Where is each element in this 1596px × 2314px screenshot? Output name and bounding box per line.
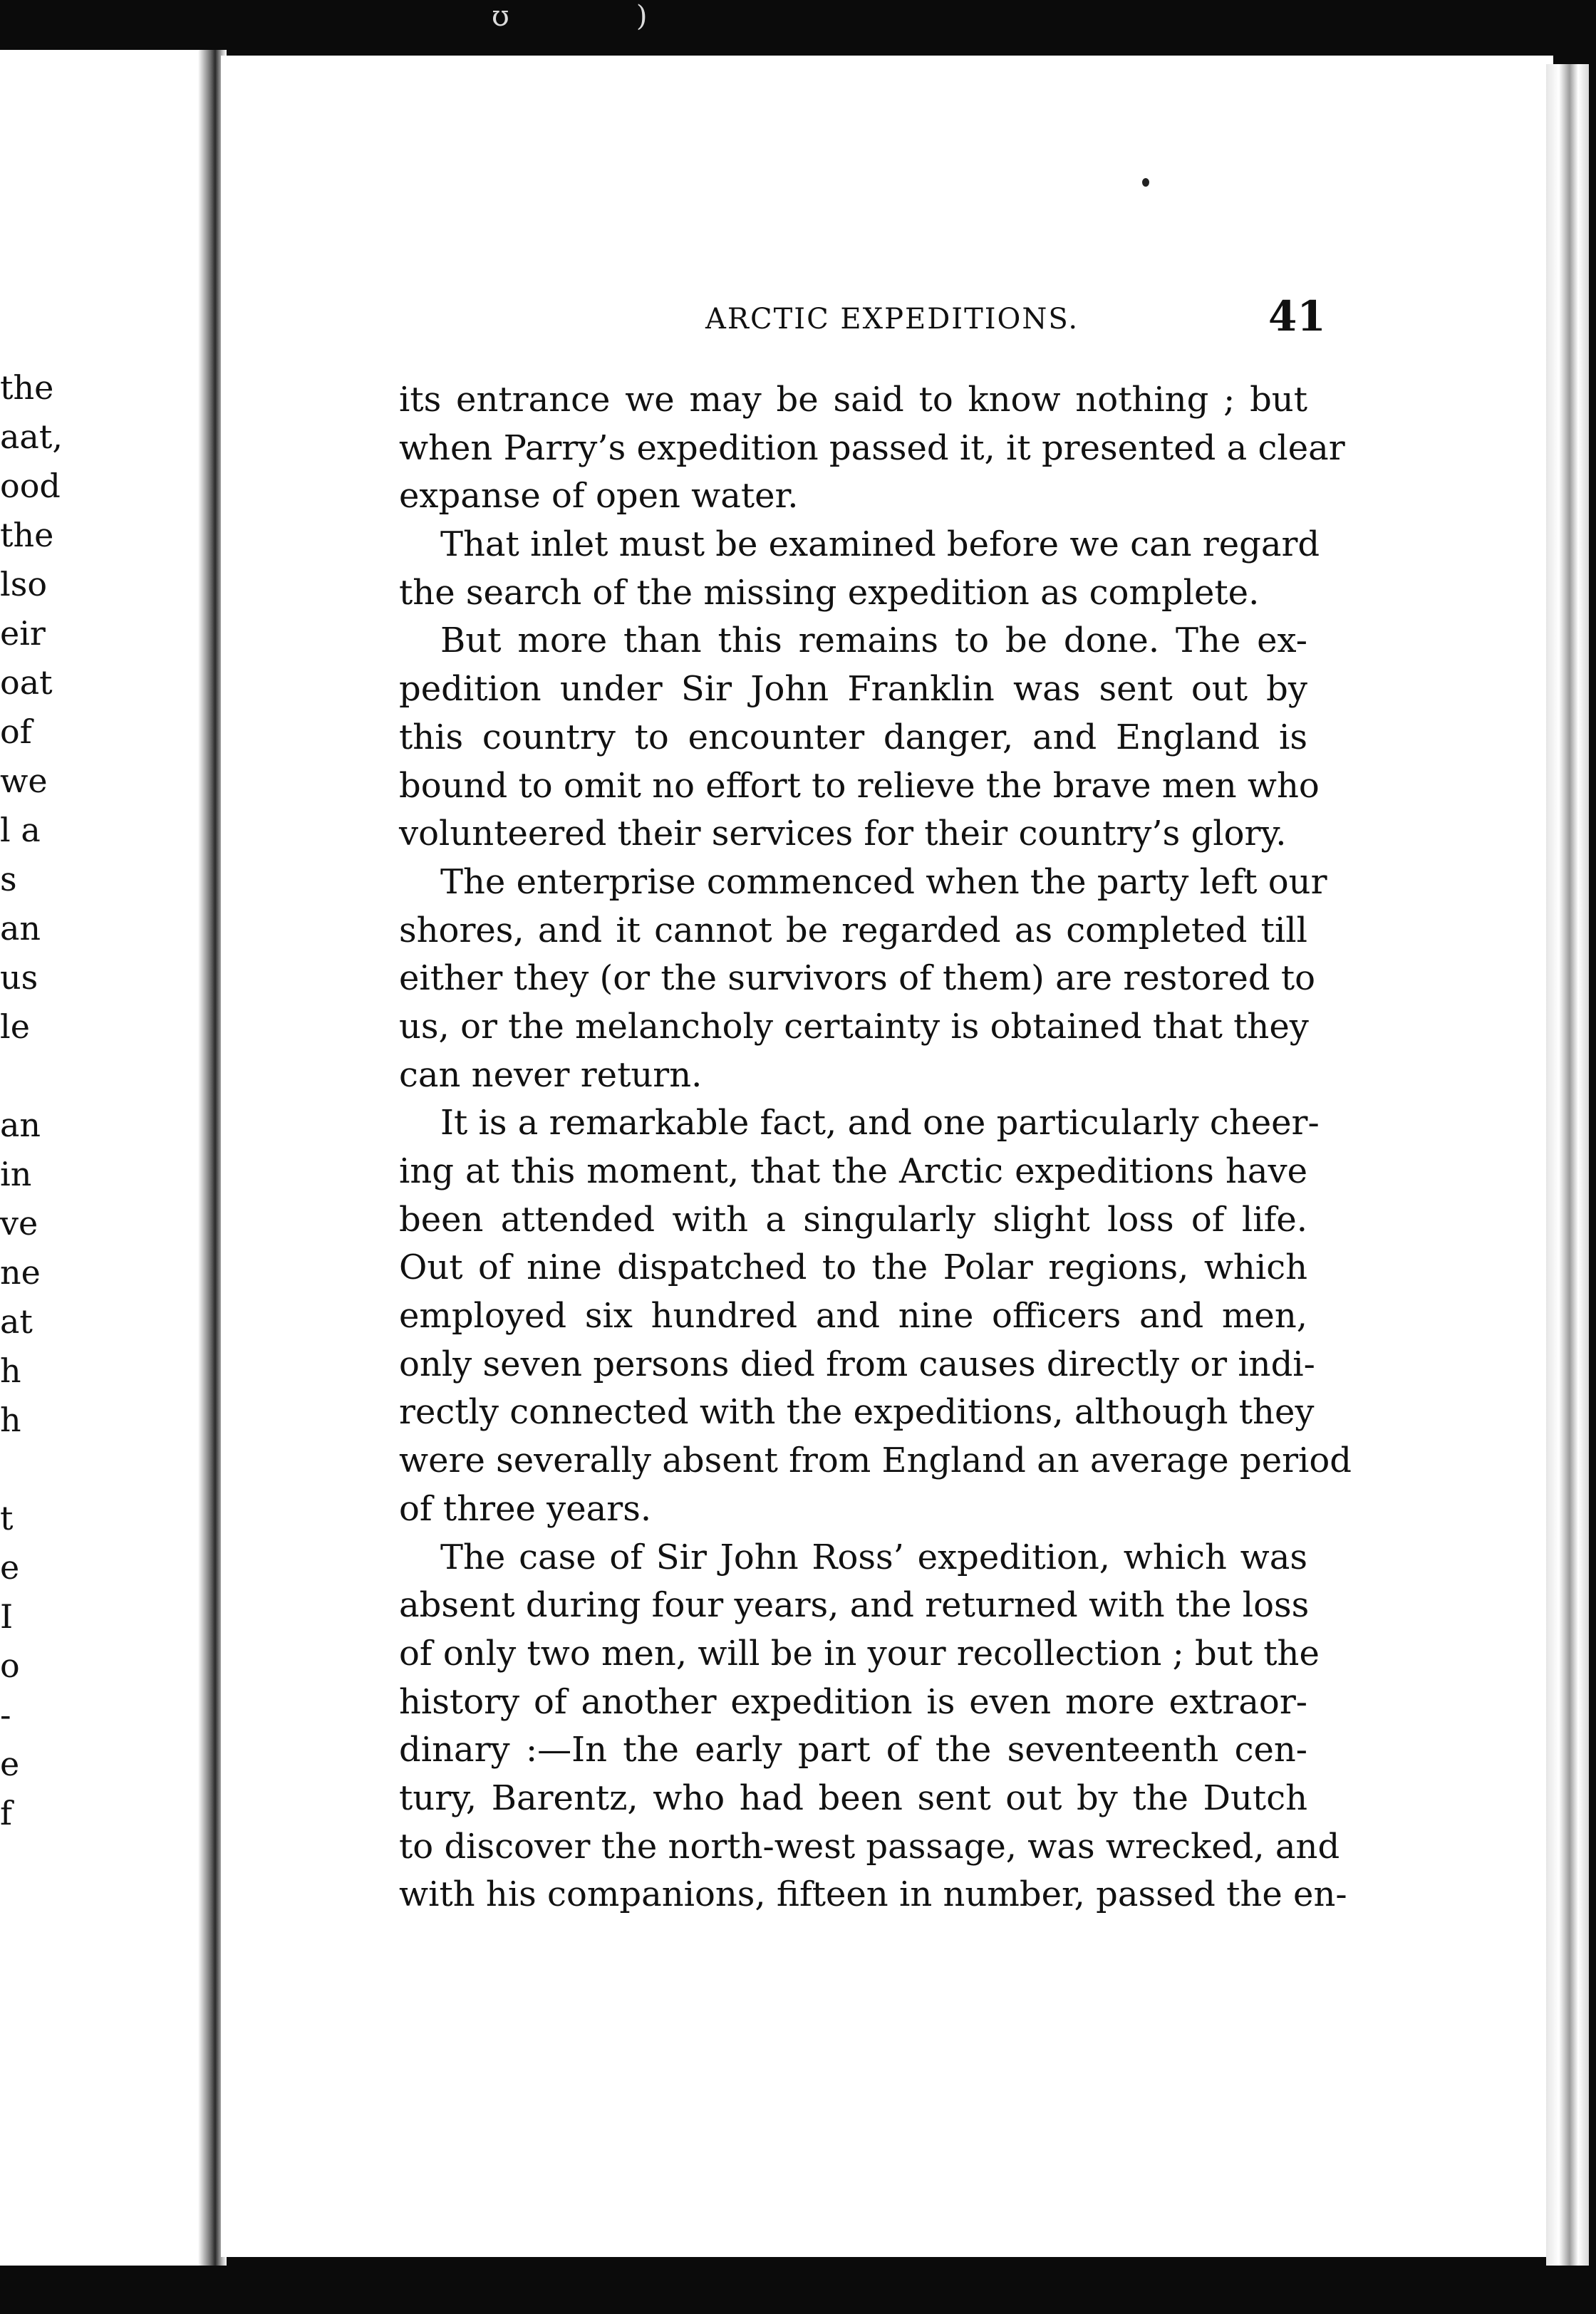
text-line: It is a remarkable fact, and one particularly cheer- <box>440 1103 1320 1143</box>
margin-fragment: l a <box>0 811 41 849</box>
text-line: shores, and it cannot be regarded as completed till <box>399 910 1307 950</box>
margin-fragment: aat, <box>0 417 63 456</box>
text-line: ing at this moment, that the Arctic expeditions have <box>399 1151 1307 1191</box>
text-line: expanse of open water. <box>399 476 799 517</box>
margin-fragment: e <box>0 1548 20 1587</box>
margin-fragment: ne <box>0 1253 41 1292</box>
margin-fragment: le <box>0 1007 30 1046</box>
margin-fragment: an <box>0 1106 41 1144</box>
text-line: us, or the melancholy certainty is obtained that they <box>399 1006 1309 1047</box>
margin-fragment: e <box>0 1745 20 1783</box>
text-line: the search of the missing expedition as complete. <box>399 572 1260 613</box>
previous-page <box>0 50 214 2266</box>
text-line: with his companions, fifteen in number, passed the en- <box>399 1874 1347 1915</box>
text-line: volunteered their services for their country’s glory. <box>399 814 1287 854</box>
text-line: of three years. <box>399 1488 652 1529</box>
text-line: been attended with a singularly slight loss of life. <box>399 1199 1307 1240</box>
text-line: only seven persons died from causes directly or indi- <box>399 1344 1315 1384</box>
text-line: rectly connected with the expeditions, although they <box>399 1392 1315 1433</box>
margin-fragment: us <box>0 958 38 997</box>
text-line: But more than this remains to be done. The ex- <box>440 621 1307 661</box>
text-line: to discover the north-west passage, was wrecked, and <box>399 1826 1340 1867</box>
text-line: of only two men, will be in your recollection ; but the <box>399 1633 1320 1674</box>
margin-fragment: f <box>0 1794 13 1832</box>
text-line: bound to omit no effort to relieve the brave men who <box>399 765 1320 806</box>
margin-fragment <box>0 1445 214 1494</box>
text-line: history of another expedition is even more extraor- <box>399 1681 1307 1722</box>
margin-fragment: lso <box>0 565 48 603</box>
text-line: dinary :—In the early part of the seventeenth cen- <box>399 1730 1307 1770</box>
page-number: 41 <box>1268 292 1326 341</box>
margin-fragment: eir <box>0 614 46 653</box>
margin-fragment: we <box>0 762 48 800</box>
scan-artifact-marks: ʊ ) <box>492 0 648 33</box>
margin-fragment: at <box>0 1302 33 1341</box>
margin-fragment: t <box>0 1499 14 1537</box>
margin-fragment: - <box>0 1696 11 1734</box>
margin-fragment: s <box>0 860 17 898</box>
body-text <box>399 376 1352 1919</box>
ink-speck <box>1142 178 1149 187</box>
text-line: absent during four years, and returned with the loss <box>399 1585 1310 1626</box>
margin-fragment: h <box>0 1401 21 1439</box>
margin-fragment <box>0 1052 214 1101</box>
text-line: Out of nine dispatched to the Polar regions, which <box>399 1247 1307 1288</box>
margin-fragment: the <box>0 516 54 554</box>
margin-fragment: the <box>0 368 54 407</box>
text-line: The case of Sir John Ross’ expedition, which was <box>440 1537 1307 1577</box>
margin-fragment: in <box>0 1155 32 1193</box>
text-line: its entrance we may be said to know nothing ; but <box>399 380 1307 420</box>
margin-fragment: ve <box>0 1204 38 1242</box>
text-line: can never return. <box>399 1054 703 1095</box>
margin-fragment: o <box>0 1646 20 1685</box>
text-line: employed six hundred and nine officers and men, <box>399 1296 1307 1337</box>
margin-fragment: ood <box>0 467 61 505</box>
previous-page-margin-text <box>0 363 214 1838</box>
margin-fragment: of <box>0 712 32 751</box>
text-line: The enterprise commenced when the party left our <box>440 861 1327 902</box>
text-line: pedition under Sir John Franklin was sent out by <box>399 669 1307 710</box>
text-line: either they (or the survivors of them) are restored to <box>399 958 1316 999</box>
margin-fragment: I <box>0 1597 14 1636</box>
page-edge <box>1546 64 1589 2266</box>
margin-fragment: an <box>0 909 41 948</box>
margin-fragment: h <box>0 1351 21 1390</box>
text-line: when Parry’s expedition passed it, it presented a clear <box>399 427 1345 468</box>
text-line: tury, Barentz, who had been sent out by the Dutch <box>399 1778 1307 1818</box>
text-line: this country to encounter danger, and England is <box>399 717 1307 757</box>
running-title: ARCTIC EXPEDITIONS. <box>705 303 1079 336</box>
margin-fragment: oat <box>0 663 53 702</box>
text-line: That inlet must be examined before we can regard <box>440 524 1320 565</box>
text-line: were severally absent from England an average period <box>399 1441 1352 1481</box>
